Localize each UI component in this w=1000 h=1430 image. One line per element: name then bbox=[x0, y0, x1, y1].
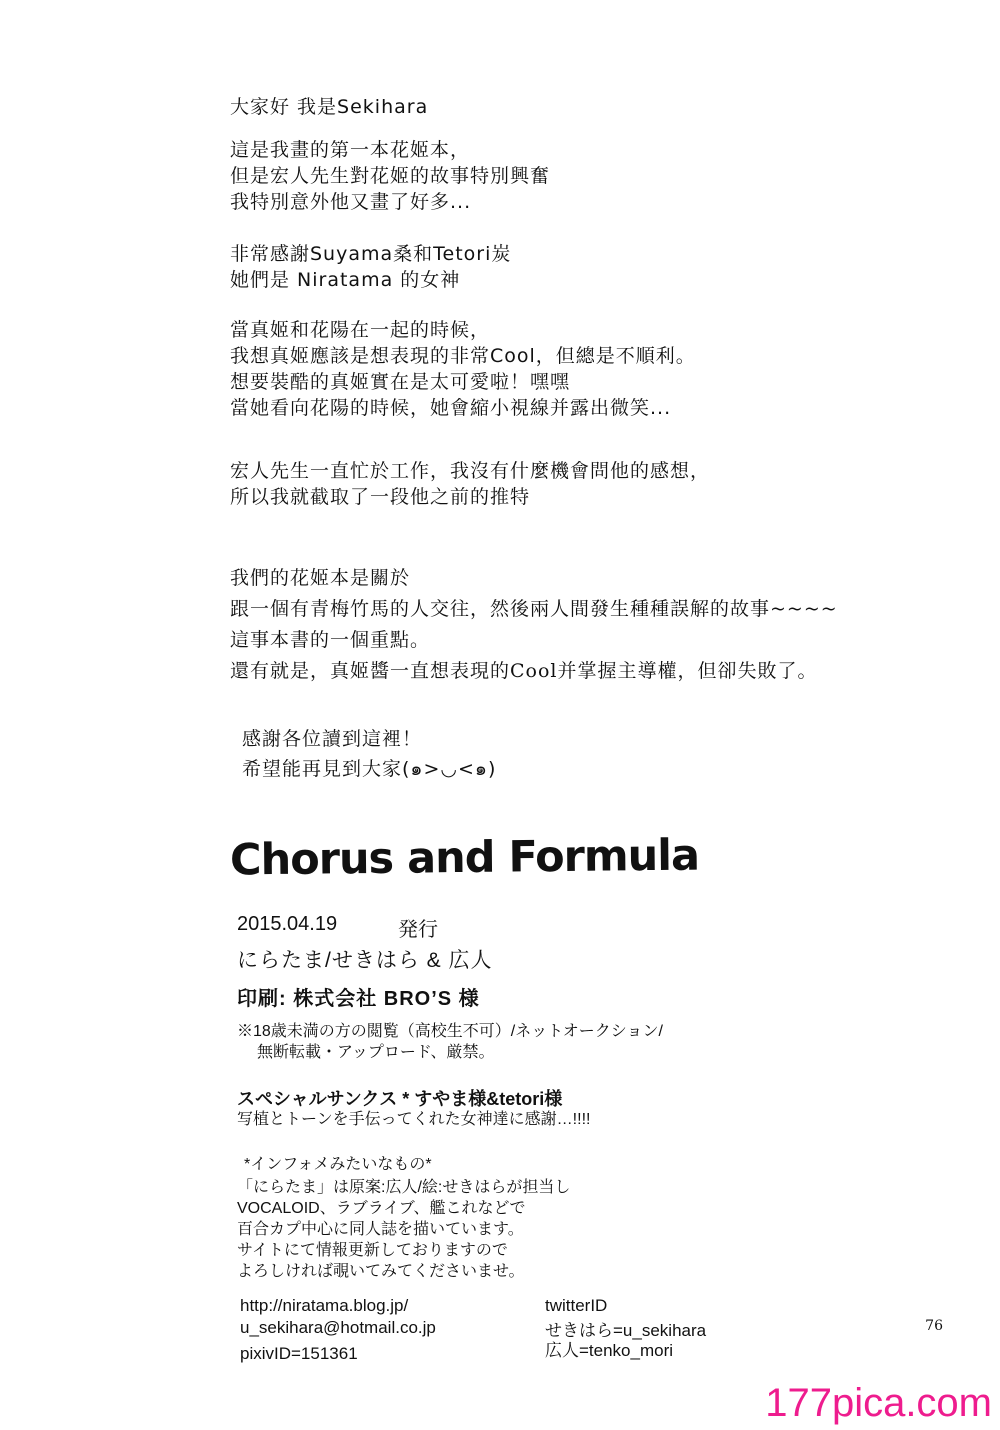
twitter-label: twitterID bbox=[545, 1296, 608, 1315]
greeting: 大家好 我是Sekihara bbox=[230, 96, 429, 118]
afterword-paragraph-2 bbox=[230, 241, 511, 293]
text-line: サイトにて情報更新しておりますので bbox=[237, 1242, 508, 1259]
twitter-hiroto: 広人=tenko_mori bbox=[545, 1341, 674, 1360]
text-line: 感謝各位讀到這裡！ bbox=[242, 728, 423, 750]
text-line: 我想真姬應該是想表現的非常Cool，但總是不順利。 bbox=[230, 345, 696, 367]
restriction-notice bbox=[237, 1021, 663, 1063]
text-line: 但是宏人先生對花姬的故事特別興奮 bbox=[230, 165, 551, 187]
twitter-sekihara: せきはら=u_sekihara bbox=[545, 1321, 707, 1340]
authors: にらたま/せきはら & 広人 bbox=[237, 949, 493, 972]
afterword-paragraph-4 bbox=[230, 458, 710, 510]
pixiv-id: pixivID=151361 bbox=[240, 1344, 358, 1363]
text-line: 非常感謝Suyama桑和Tetori炭 bbox=[230, 243, 512, 265]
issue-label: 発行 bbox=[398, 919, 438, 941]
text-line: 所以我就截取了一段他之前的推特 bbox=[230, 486, 531, 508]
watermark: 177pica.com bbox=[765, 1381, 992, 1425]
text-line: 當真姬和花陽在一起的時候， bbox=[230, 319, 491, 341]
special-thanks: スペシャルサンクス * すやま様&tetori様 bbox=[237, 1089, 563, 1109]
text-line: 我們的花姬本是關於 bbox=[230, 567, 411, 589]
email-address[interactable]: u_sekihara@hotmail.co.jp bbox=[240, 1318, 436, 1337]
issue-date: 2015.04.19 bbox=[237, 913, 338, 935]
book-title: Chorus and Formula bbox=[229, 830, 700, 886]
text-line: 還有就是，真姬醬一直想表現的Cool并掌握主導權，但卻失敗了。 bbox=[230, 660, 818, 682]
text-line: 我特別意外他又畫了好多... bbox=[230, 191, 472, 213]
text-line: 希望能再見到大家(๑>◡<๑) bbox=[242, 758, 497, 780]
text-line: 無断転載・アップロード、厳禁。 bbox=[257, 1044, 495, 1061]
text-line: 「にらたま」は原案:広人/絵:せきはらが担当し bbox=[237, 1179, 571, 1196]
blog-url[interactable]: http://niratama.blog.jp/ bbox=[240, 1296, 409, 1315]
info-heading: *インフォメみたいなもの* bbox=[244, 1156, 432, 1173]
info-body bbox=[237, 1177, 570, 1282]
page-number: 76 bbox=[925, 1318, 943, 1334]
text-line: 跟一個有青梅竹馬的人交往，然後兩人間發生種種誤解的故事~~~~ bbox=[230, 598, 838, 620]
closing-message bbox=[242, 724, 496, 784]
text-line: 這是我畫的第一本花姬本， bbox=[230, 139, 471, 161]
text-line: よろしければ覗いてみてくださいませ。 bbox=[237, 1263, 525, 1280]
text-line: VOCALOID、ラブライブ、艦これなどで bbox=[237, 1200, 526, 1217]
text-line: 想要裝酷的真姬實在是太可愛啦！嘿嘿 bbox=[230, 371, 571, 393]
text-line: 宏人先生一直忙於工作，我沒有什麼機會問他的感想， bbox=[230, 460, 711, 482]
text-line: ※18歳未満の方の閲覧（高校生不可）/ネットオークション/ bbox=[237, 1023, 663, 1040]
printer: 印刷: 株式会社 BRO’S 様 bbox=[237, 988, 480, 1010]
thanks-note: 写植とトーンを手伝ってくれた女神達に感謝…!!!! bbox=[237, 1111, 591, 1128]
afterword-paragraph-1 bbox=[230, 137, 550, 215]
text-line: 這事本書的一個重點。 bbox=[230, 629, 431, 651]
text-line: 百合カプ中心に同人誌を描いています。 bbox=[237, 1221, 524, 1238]
text-line: 她們是 Niratama 的女神 bbox=[230, 269, 461, 291]
afterword-paragraph-3 bbox=[230, 317, 696, 421]
text-line: 當她看向花陽的時候，她會縮小視線并露出微笑... bbox=[230, 397, 672, 419]
afterword-paragraph-5 bbox=[230, 563, 838, 687]
